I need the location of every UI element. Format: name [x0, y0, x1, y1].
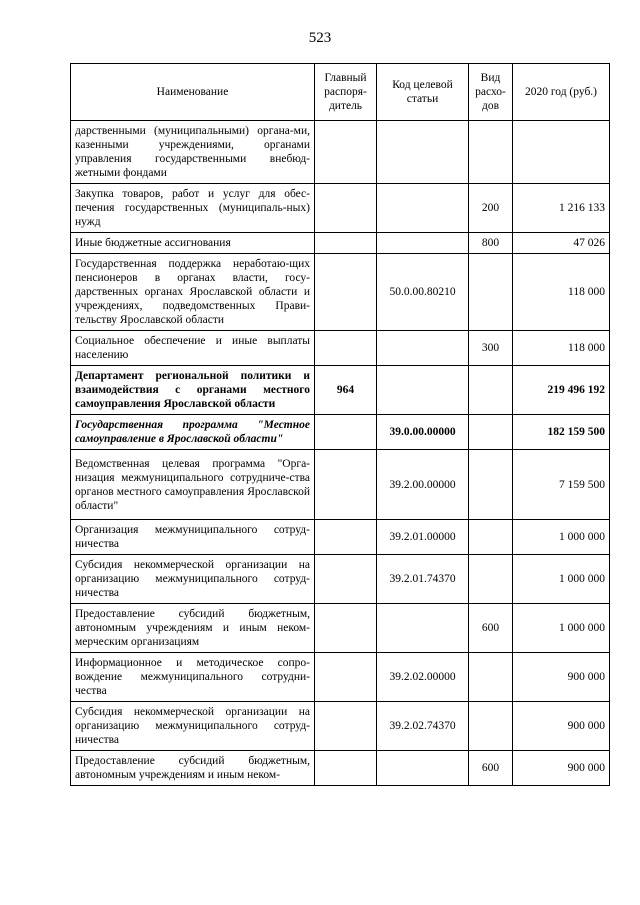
cell-amount: 118 000 [513, 331, 610, 366]
cell-code [377, 121, 469, 184]
cell-admin [315, 751, 377, 786]
header-amount: 2020 год (руб.) [513, 64, 610, 121]
cell-type [469, 121, 513, 184]
cell-name: Социальное обеспечение и иные выплаты населению [71, 331, 315, 366]
cell-admin [315, 604, 377, 653]
cell-type [469, 702, 513, 751]
cell-code: 50.0.00.80210 [377, 254, 469, 331]
table-row [71, 254, 610, 331]
cell-name: Ведомственная целевая программа "Орга-низация межмуниципального сотрудниче-ства органов местного самоуправления Ярославской области" [71, 450, 315, 520]
cell-type: 800 [469, 233, 513, 254]
cell-admin [315, 121, 377, 184]
table-row [71, 184, 610, 233]
cell-type [469, 366, 513, 415]
cell-amount: 219 496 192 [513, 366, 610, 415]
cell-admin [315, 702, 377, 751]
table-row [71, 450, 610, 520]
cell-admin [315, 184, 377, 233]
cell-code: 39.2.02.00000 [377, 653, 469, 702]
cell-code [377, 233, 469, 254]
table-row [71, 555, 610, 604]
cell-amount: 900 000 [513, 751, 610, 786]
cell-code [377, 366, 469, 415]
cell-admin [315, 450, 377, 520]
table-header-row [71, 64, 610, 121]
cell-admin: 964 [315, 366, 377, 415]
cell-type [469, 653, 513, 702]
table-row [71, 520, 610, 555]
cell-amount: 900 000 [513, 653, 610, 702]
cell-admin [315, 331, 377, 366]
cell-type: 600 [469, 751, 513, 786]
table-body [71, 121, 610, 786]
cell-code [377, 751, 469, 786]
cell-admin [315, 653, 377, 702]
cell-name: Департамент региональной политики и взаимодействия с органами местного самоуправления Ярославской области [71, 366, 315, 415]
cell-amount: 182 159 500 [513, 415, 610, 450]
cell-admin [315, 415, 377, 450]
header-admin: Главный распоря-дитель [315, 64, 377, 121]
cell-code: 39.2.00.00000 [377, 450, 469, 520]
header-code: Код целевой статьи [377, 64, 469, 121]
table-row [71, 702, 610, 751]
header-name: Наименование [71, 64, 315, 121]
cell-amount: 7 159 500 [513, 450, 610, 520]
cell-amount: 1 000 000 [513, 520, 610, 555]
cell-amount: 1 000 000 [513, 555, 610, 604]
cell-amount: 900 000 [513, 702, 610, 751]
table-row [71, 331, 610, 366]
cell-type [469, 450, 513, 520]
page-number: 523 [308, 30, 332, 46]
cell-code: 39.0.00.00000 [377, 415, 469, 450]
cell-amount: 47 026 [513, 233, 610, 254]
cell-name: Государственная поддержка неработаю-щих пенсионеров в органах власти, госу-дарственных органах Ярославской области и учреждениях, подведомственных Прави-тельству Ярославской области [71, 254, 315, 331]
cell-code: 39.2.02.74370 [377, 702, 469, 751]
cell-admin [315, 233, 377, 254]
cell-code [377, 331, 469, 366]
cell-name: Организация межмуниципального сотруд-ничества [71, 520, 315, 555]
budget-table [70, 63, 610, 786]
table-row [71, 233, 610, 254]
table-row [71, 415, 610, 450]
cell-type [469, 415, 513, 450]
cell-admin [315, 254, 377, 331]
cell-type: 300 [469, 331, 513, 366]
cell-type: 200 [469, 184, 513, 233]
cell-name: Информационное и методическое сопро-вождение межмуниципального сотрудни-чества [71, 653, 315, 702]
cell-type [469, 254, 513, 331]
header-type: Вид расхо-дов [469, 64, 513, 121]
table-row [71, 366, 610, 415]
cell-admin [315, 555, 377, 604]
cell-name: Субсидия некоммерческой организации на организацию межмуниципального сотруд-ничества [71, 555, 315, 604]
cell-name: Предоставление субсидий бюджетным, автономным учреждениям и иным неком-мерческим организациям [71, 604, 315, 653]
cell-type [469, 555, 513, 604]
cell-name: дарственными (муниципальными) органа-ми, казенными учреждениями, органами управления государственными внебюд-жетными фондами [71, 121, 315, 184]
cell-code [377, 604, 469, 653]
cell-type: 600 [469, 604, 513, 653]
cell-code: 39.2.01.00000 [377, 520, 469, 555]
cell-name: Предоставление субсидий бюджетным, автономным учреждениям и иным неком- [71, 751, 315, 786]
cell-name: Закупка товаров, работ и услуг для обес-печения государственных (муниципаль-ных) нужд [71, 184, 315, 233]
cell-amount: 118 000 [513, 254, 610, 331]
table-row [71, 121, 610, 184]
cell-code: 39.2.01.74370 [377, 555, 469, 604]
cell-name: Иные бюджетные ассигнования [71, 233, 315, 254]
cell-amount [513, 121, 610, 184]
cell-amount: 1 000 000 [513, 604, 610, 653]
table-row [71, 653, 610, 702]
cell-code [377, 184, 469, 233]
cell-type [469, 520, 513, 555]
cell-amount: 1 216 133 [513, 184, 610, 233]
table-row [71, 604, 610, 653]
cell-name: Государственная программа "Местное самоуправление в Ярославской области" [71, 415, 315, 450]
cell-admin [315, 520, 377, 555]
table-row [71, 751, 610, 786]
cell-name: Субсидия некоммерческой организации на организацию межмуниципального сотруд-ничества [71, 702, 315, 751]
